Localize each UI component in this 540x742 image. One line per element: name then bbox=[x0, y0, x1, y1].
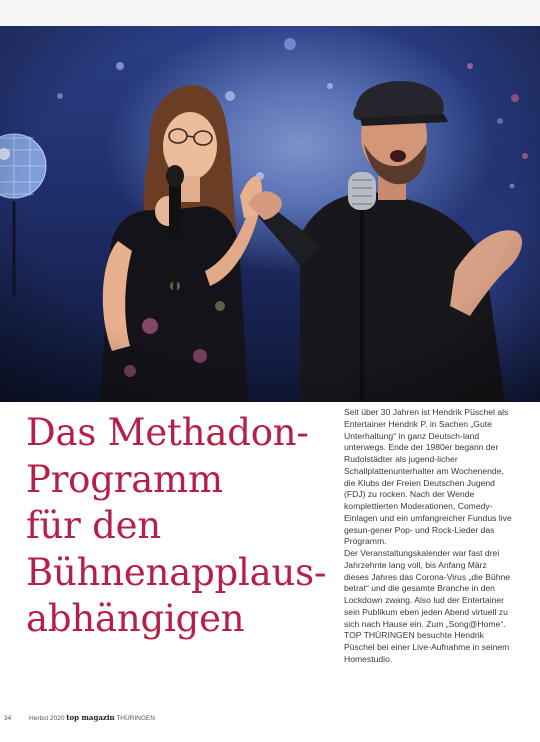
intro-paragraph: Der Veranstaltungskalender war fast drei Jahrzehnte lang voll, bis Anfang März dieses Jahres das Corona-Virus „die Bühne betrat“ und die gesamte Branche in den Lockdown zwang. Also lud der Entertainer sein Publikum eben jeden Abend virtuell zu sich nach Hause ein. Zum „Song@Home“. TOP THÜRINGEN besuchte Hendrik Püschel bei einer Live-Aufnahme in seinem Homestudio. bbox=[344, 548, 511, 664]
headline-line: abhängigen bbox=[26, 597, 245, 640]
page-number: 34 bbox=[4, 715, 12, 722]
intro-paragraph: Seit über 30 Jahren ist Hendrik Püschel als Entertainer Hendrik P. in Sachen „Gute Unterhaltung“ in ganz Deutsch-land unterwegs. Ende der 1980er begann der Rudolstädter als jugend-licher Schallplattenunterhalter am Wochenende, die Klubs der Freien Deutschen Jugend (FDJ) zu rocken. Nach der Wende komplettierten Moderationen, Comedy-Einlagen und ein umfangreicher Fundus live gesun-gener Pop- und Rock-Lieder das Programm. bbox=[344, 407, 512, 547]
region-label: THÜRINGEN bbox=[116, 715, 155, 722]
issue-label: Herbst 2020 bbox=[29, 715, 65, 722]
headline-line: für den bbox=[26, 504, 161, 547]
photo-illustration bbox=[0, 26, 540, 402]
page-footer bbox=[4, 713, 155, 725]
magazine-logo: top magazin bbox=[66, 713, 115, 722]
headline-line: Bühnenapplaus- bbox=[26, 550, 327, 594]
hero-photo-singers bbox=[0, 26, 540, 402]
page-top-margin bbox=[0, 0, 540, 26]
headline-line: Das Methadon- bbox=[26, 411, 309, 454]
article-intro bbox=[344, 407, 514, 666]
headline-line: Programm bbox=[26, 457, 223, 501]
article-headline bbox=[26, 410, 326, 643]
